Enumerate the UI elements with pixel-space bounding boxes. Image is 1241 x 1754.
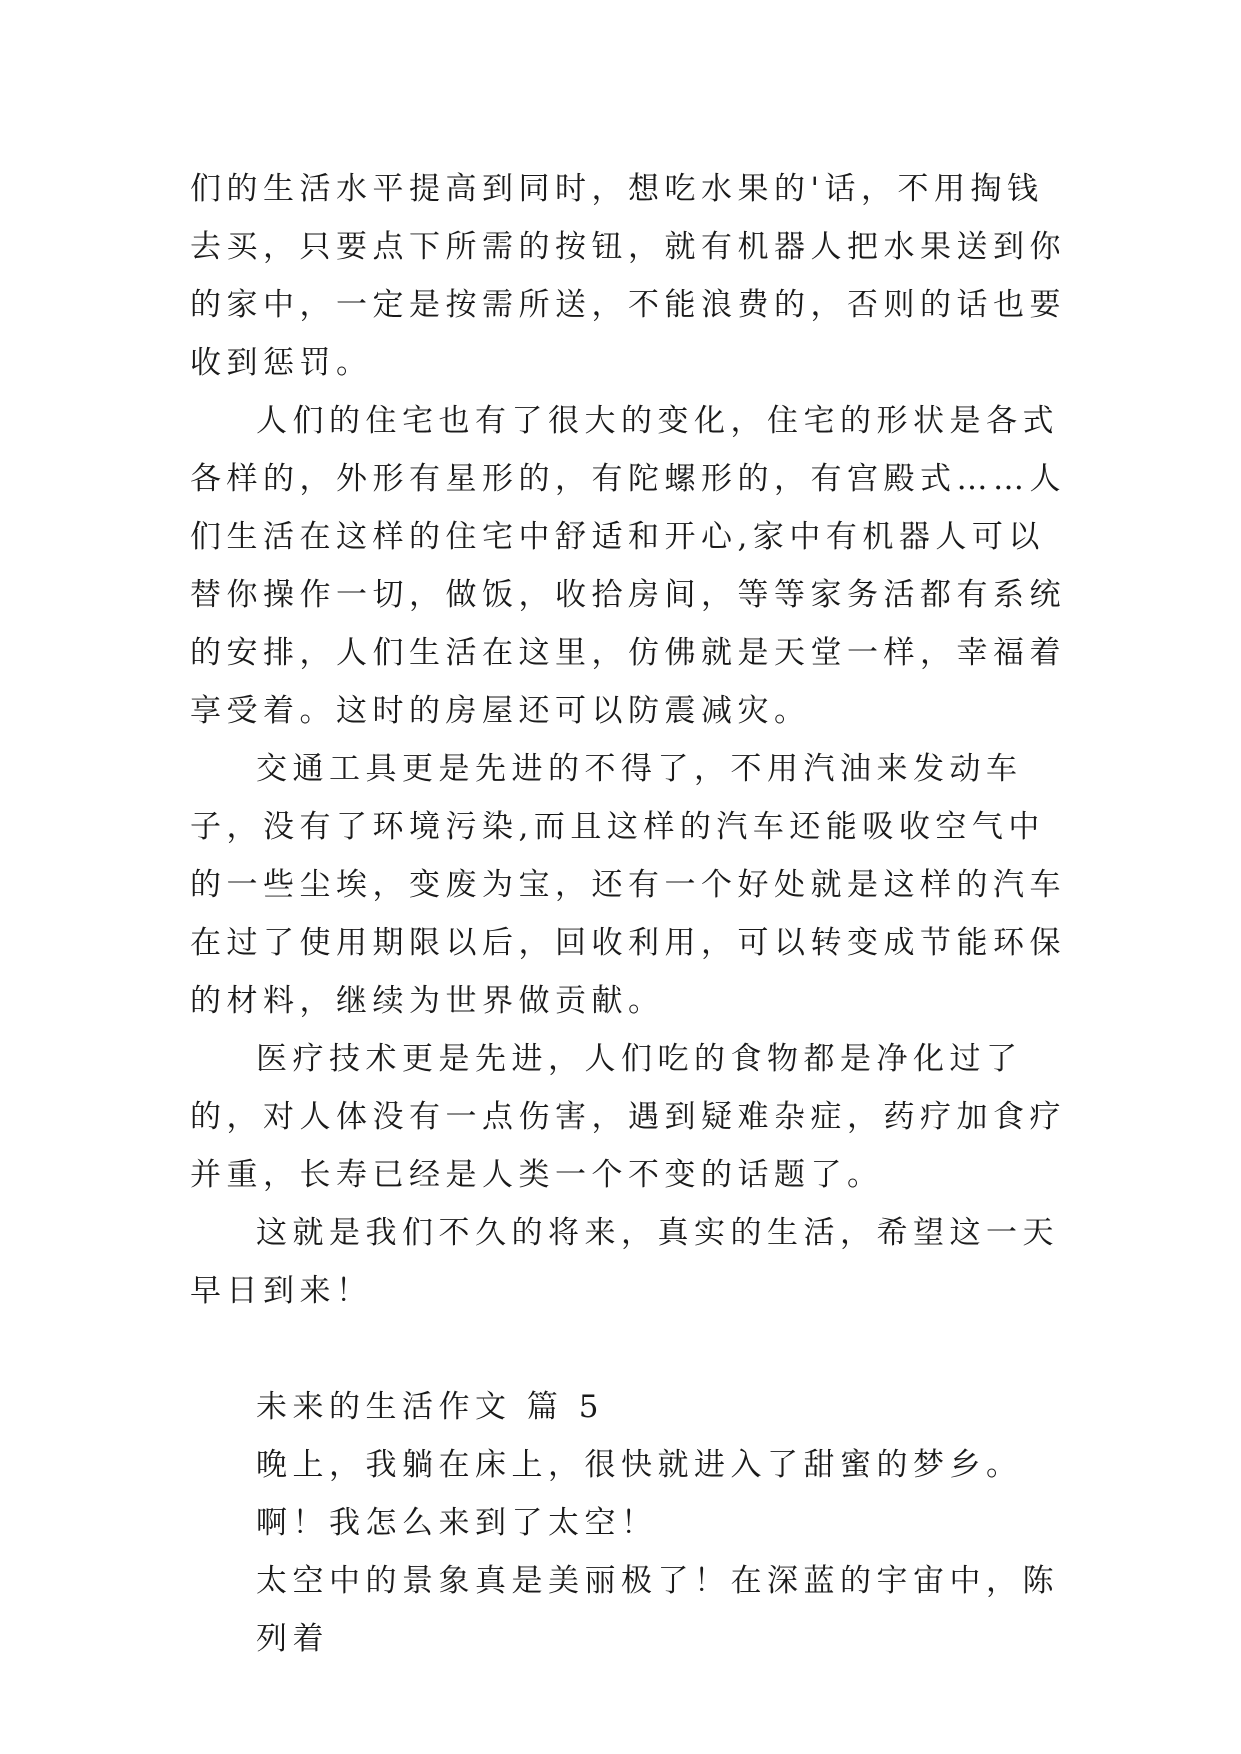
section-spacer: [190, 1320, 1070, 1378]
paragraph-medical: 医疗技术更是先进，人们吃的食物都是净化过了的，对人体没有一点伤害，遇到疑难杂症，药疗加食疗并重，长寿已经是人类一个不变的话题了。: [190, 1041, 1066, 1193]
paragraph-housing: 人们的住宅也有了很大的变化，住宅的形状是各式各样的，外形有星形的，有陀螺形的，有宫殿式……人们生活在这样的住宅中舒适和开心,家中有机器人可以替你操作一切，做饭，收拾房间，等等家务活都有系统的安排，人们生活在这里，仿佛就是天堂一样，幸福着享受着。这时的房屋还可以防震减灾。: [190, 403, 1066, 729]
document-page: [190, 160, 1070, 1668]
paragraph-closing: 这就是我们不久的将来，真实的生活，希望这一天早日到来！: [190, 1215, 1059, 1309]
paragraph-transport: 交通工具更是先进的不得了，不用汽油来发动车子，没有了环境污染,而且这样的汽车还能吸收空气中的一些尘埃，变废为宝，还有一个好处就是这样的汽车在过了使用期限以后，回收利用，可以转变成节能环保的材料，继续为世界做贡献。: [190, 751, 1066, 1019]
section-line-2: 啊！我怎么来到了太空！: [256, 1505, 658, 1541]
paragraph-continued: 们的生活水平提高到同时，想吃水果的'话，不用掏钱去买，只要点下所需的按钮，就有机器人把水果送到你的家中，一定是按需所送，不能浪费的，否则的话也要收到惩罚。: [190, 171, 1066, 381]
section-line-3: 太空中的景象真是美丽极了！在深蓝的宇宙中，陈列着: [256, 1563, 1059, 1657]
section-line-1: 晚上，我躺在床上，很快就进入了甜蜜的梦乡。: [256, 1447, 1023, 1483]
section-title: 未来的生活作文 篇 5: [256, 1389, 604, 1425]
